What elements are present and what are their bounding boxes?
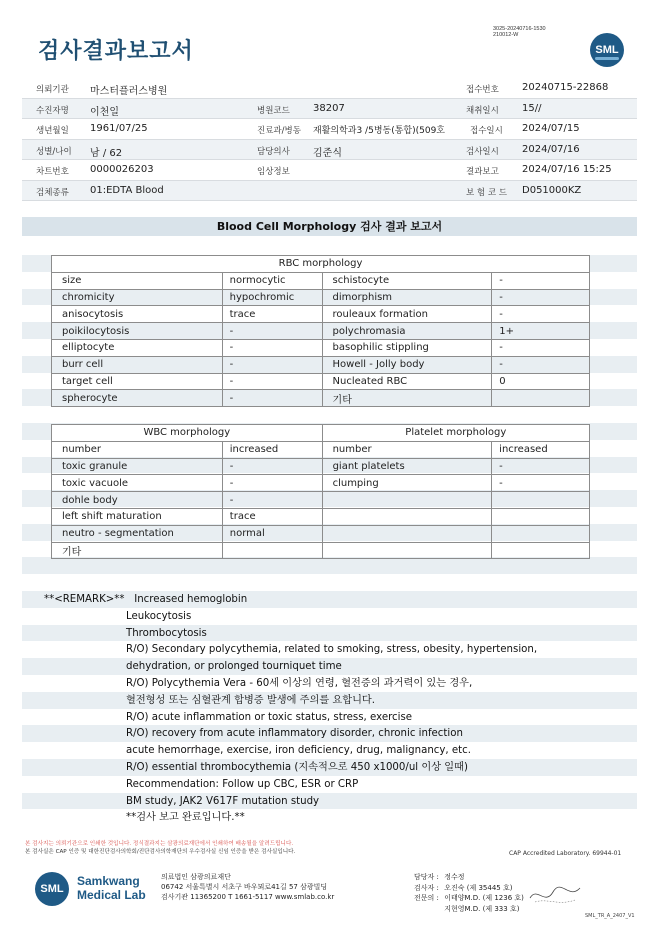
signer-row: 검사자 : 오진숙 (제 35445 호) — [414, 883, 513, 892]
table-cell: toxic vacuole — [52, 475, 223, 492]
remark-text: acute hemorrhage, exercise, iron deficiency, drug, malignancy, etc. — [126, 745, 471, 757]
table-row — [52, 373, 590, 390]
table-row — [52, 356, 590, 373]
table-cell: - — [492, 272, 590, 289]
table-cell — [322, 492, 492, 509]
section-title: Blood Cell Morphology 검사 결과 보고서 — [22, 217, 637, 236]
table-cell: number — [322, 441, 492, 458]
table-cell: - — [222, 373, 322, 390]
table-cell — [492, 508, 590, 525]
exam-date-label: 검사일시 — [466, 146, 499, 157]
company-name: Samkwang Medical Lab — [77, 874, 146, 902]
info-row — [22, 140, 637, 161]
remark-heading: **<REMARK>** — [44, 594, 125, 605]
chart-value: 0000026203 — [90, 164, 154, 175]
remark-line — [22, 692, 637, 709]
remark-text: dehydration, or prolonged tourniquet time — [126, 661, 342, 673]
hospital-code-label: 병원코드 — [257, 105, 290, 116]
info-row — [22, 99, 637, 120]
table-cell: - — [222, 390, 322, 407]
table-cell: neutro - segmentation — [52, 525, 223, 542]
clinical-label: 임상정보 — [257, 167, 290, 177]
platelet-header: Platelet morphology — [322, 425, 589, 442]
signer-row: 전문의 : 이태양M.D. (제 1236 호) — [414, 894, 524, 902]
cap-accreditation: CAP Accredited Laboratory. 69944-01 — [509, 850, 622, 857]
patient-label: 수진자명 — [36, 105, 69, 116]
remark-line — [22, 625, 637, 642]
notice — [25, 840, 295, 856]
table-cell: number — [52, 441, 223, 458]
remark-line: **<REMARK>** Increased hemoglobin — [22, 591, 637, 608]
table-cell — [322, 525, 492, 542]
exam-date-value: 2024/07/16 — [522, 143, 580, 155]
footer-address: 의료법인 삼광의료재단 06742 서울특별시 서초구 바우뫼로41길 57 삼광빌딩 검사기관 11365200 T 1661-5117 www.smlab.co.kr — [161, 873, 335, 901]
table-cell: - — [492, 339, 590, 356]
table-cell: - — [222, 492, 322, 509]
table-row — [52, 508, 590, 525]
table-cell: anisocytosis — [52, 306, 223, 323]
remark-text: R/O) recovery from acute inflammatory disorder, chronic infection — [126, 728, 463, 740]
table-row — [52, 306, 590, 323]
remark-line — [22, 809, 637, 826]
dob-value: 1961/07/25 — [90, 123, 148, 134]
dob-label: 생년월일 — [36, 126, 69, 136]
table-cell: Nucleated RBC — [322, 373, 492, 390]
notice-line-2: 본 검사실은 CAP 인증 및 대한진단검사의학회/진단검사의학재단의 우수검사실 신임 인증을 받은 검사실입니다. — [25, 849, 296, 855]
table-cell — [492, 390, 590, 407]
table-cell: schistocyte — [322, 272, 492, 289]
doctor-value: 김준식 — [313, 147, 342, 159]
notice-line-1: 본 검사지는 의뢰기관으로 인쇄한 것입니다. 정식결과지는 삼광의료재단에서 인쇄하여 배송될을 알려드립니다. — [25, 841, 294, 847]
table-row — [52, 542, 590, 559]
dept-label: 진료과/병동 — [257, 126, 301, 136]
table-cell: - — [492, 458, 590, 475]
info-row — [22, 78, 637, 99]
table-cell: toxic granule — [52, 458, 223, 475]
table-cell: size — [52, 272, 223, 289]
dept-value: 재활의학과3 /5병동(통합)(509호 — [313, 126, 445, 136]
table-cell: basophilic stippling — [322, 339, 492, 356]
signer-row: 담당자 : 정수정 — [414, 873, 465, 881]
remark-line — [22, 608, 637, 625]
patient-value: 이천일 — [90, 106, 119, 118]
table-cell: dimorphism — [322, 289, 492, 306]
remark-line — [22, 776, 637, 793]
wbc-header: WBC morphology — [52, 425, 323, 442]
remark-text: Leukocytosis — [126, 610, 192, 622]
table-cell: - — [492, 356, 590, 373]
remark-text: Thrombocytosis — [126, 627, 207, 639]
institution-label: 의뢰기관 — [36, 85, 69, 95]
table-cell: increased — [222, 441, 322, 458]
remark-text: **검사 보고 완료입니다.** — [126, 812, 245, 824]
info-row — [22, 119, 637, 140]
specimen-value: 01:EDTA Blood — [90, 184, 164, 196]
insurance-label: 보 험 코 드 — [466, 187, 507, 198]
table-cell — [322, 508, 492, 525]
chart-label: 차트번호 — [36, 167, 69, 177]
table-cell — [492, 525, 590, 542]
institution-value: 마스터플러스병원 — [90, 86, 168, 97]
doctor-label: 담당의사 — [257, 146, 290, 157]
remark-text: Recommendation: Follow up CBC, ESR or CRP — [126, 778, 359, 790]
remark-line — [22, 641, 637, 658]
remark-text: R/O) essential thrombocythemia (지속적으로 450 x1000/ul 이상 일때) — [126, 761, 468, 773]
remark-line — [22, 793, 637, 810]
remark-text: R/O) Secondary polycythemia, related to smoking, stress, obesity, hypertension, — [126, 644, 538, 656]
remark-line — [22, 709, 637, 726]
table-cell: normal — [222, 525, 322, 542]
receipt-date-label: 접수일시 — [470, 126, 503, 136]
remark-line — [22, 675, 637, 692]
sml-logo: SML — [590, 33, 624, 67]
table-row — [52, 458, 590, 475]
remark-text: R/O) acute inflammation or toxic status, stress, exercise — [126, 711, 413, 723]
sml-footer-logo: SML — [35, 872, 69, 906]
specimen-label: 검체종류 — [36, 187, 69, 198]
table-row — [52, 492, 590, 509]
table-cell: 0 — [492, 373, 590, 390]
table-cell — [322, 542, 492, 559]
receipt-date-value: 2024/07/15 — [522, 123, 580, 134]
table-cell: chromicity — [52, 289, 223, 306]
remark-line — [22, 742, 637, 759]
table-cell: dohle body — [52, 492, 223, 509]
table-cell — [492, 542, 590, 559]
table-cell: hypochromic — [222, 289, 322, 306]
table-cell: 기타 — [52, 542, 223, 559]
remark-section — [22, 591, 637, 826]
signature-mark — [525, 880, 585, 910]
report-label: 결과보고 — [466, 167, 499, 177]
table-cell: target cell — [52, 373, 223, 390]
table-cell: clumping — [322, 475, 492, 492]
table-cell: - — [492, 475, 590, 492]
sex-age-value: 남 / 62 — [90, 147, 123, 159]
table-cell — [222, 542, 322, 559]
table-cell: normocytic — [222, 272, 322, 289]
table-cell: - — [222, 339, 322, 356]
table-cell: 기타 — [322, 390, 492, 407]
report-value: 2024/07/16 15:25 — [522, 164, 612, 175]
info-row — [22, 160, 637, 181]
receipt-no-value: 20240715-22868 — [522, 82, 609, 93]
remark-line — [22, 658, 637, 675]
table-row — [52, 339, 590, 356]
rbc-header: RBC morphology — [52, 256, 590, 273]
receipt-no-label: 접수번호 — [466, 85, 499, 95]
table-cell: increased — [492, 441, 590, 458]
table-cell: left shift maturation — [52, 508, 223, 525]
table-row — [52, 272, 590, 289]
table-cell: - — [222, 458, 322, 475]
table-cell: spherocyte — [52, 390, 223, 407]
hospital-code-value: 38207 — [313, 102, 345, 114]
remark-line — [22, 759, 637, 776]
table-row — [52, 525, 590, 542]
patient-info — [22, 78, 637, 201]
table-cell: elliptocyte — [52, 339, 223, 356]
table-cell: burr cell — [52, 356, 223, 373]
table-cell — [492, 492, 590, 509]
info-row — [22, 181, 637, 202]
sex-age-label: 성별/나이 — [36, 146, 72, 157]
table-row — [52, 475, 590, 492]
collect-value: 15// — [522, 102, 542, 114]
table-cell: poikilocytosis — [52, 323, 223, 340]
remark-text: R/O) Polycythemia Vera - 60세 이상의 연령, 혈전증의 과거력이 있는 경우, — [126, 677, 473, 689]
wbc-platelet-table — [51, 424, 590, 559]
rbc-table — [51, 255, 590, 407]
remark-line — [22, 725, 637, 742]
signer-row: 지현영M.D. (제 333 호) — [444, 904, 520, 913]
table-cell: 1+ — [492, 323, 590, 340]
table-row — [52, 390, 590, 407]
insurance-value: D051000KZ — [522, 184, 582, 196]
table-row — [52, 441, 590, 458]
table-cell: trace — [222, 306, 322, 323]
table-cell: - — [492, 306, 590, 323]
document-id: 3025-20240716-1530 210012-W — [493, 26, 546, 38]
table-cell: trace — [222, 508, 322, 525]
remark-text: BM study, JAK2 V617F mutation study — [126, 795, 320, 807]
form-id: SML_TR_A_2407_V1 — [585, 913, 635, 919]
page-title: 검사결과보고서 — [38, 39, 194, 64]
collect-label: 채취일시 — [466, 105, 499, 116]
table-cell: Howell - Jolly body — [322, 356, 492, 373]
table-cell: - — [222, 475, 322, 492]
table-row — [52, 323, 590, 340]
table-cell: rouleaux formation — [322, 306, 492, 323]
signers — [414, 872, 524, 914]
table-cell: - — [492, 289, 590, 306]
table-cell: - — [222, 356, 322, 373]
table-cell: - — [222, 323, 322, 340]
remark-text: 혈전형성 또는 심혈관계 합병증 발생에 주의를 요합니다. — [126, 694, 376, 706]
table-cell: polychromasia — [322, 323, 492, 340]
table-row — [52, 289, 590, 306]
table-cell: giant platelets — [322, 458, 492, 475]
